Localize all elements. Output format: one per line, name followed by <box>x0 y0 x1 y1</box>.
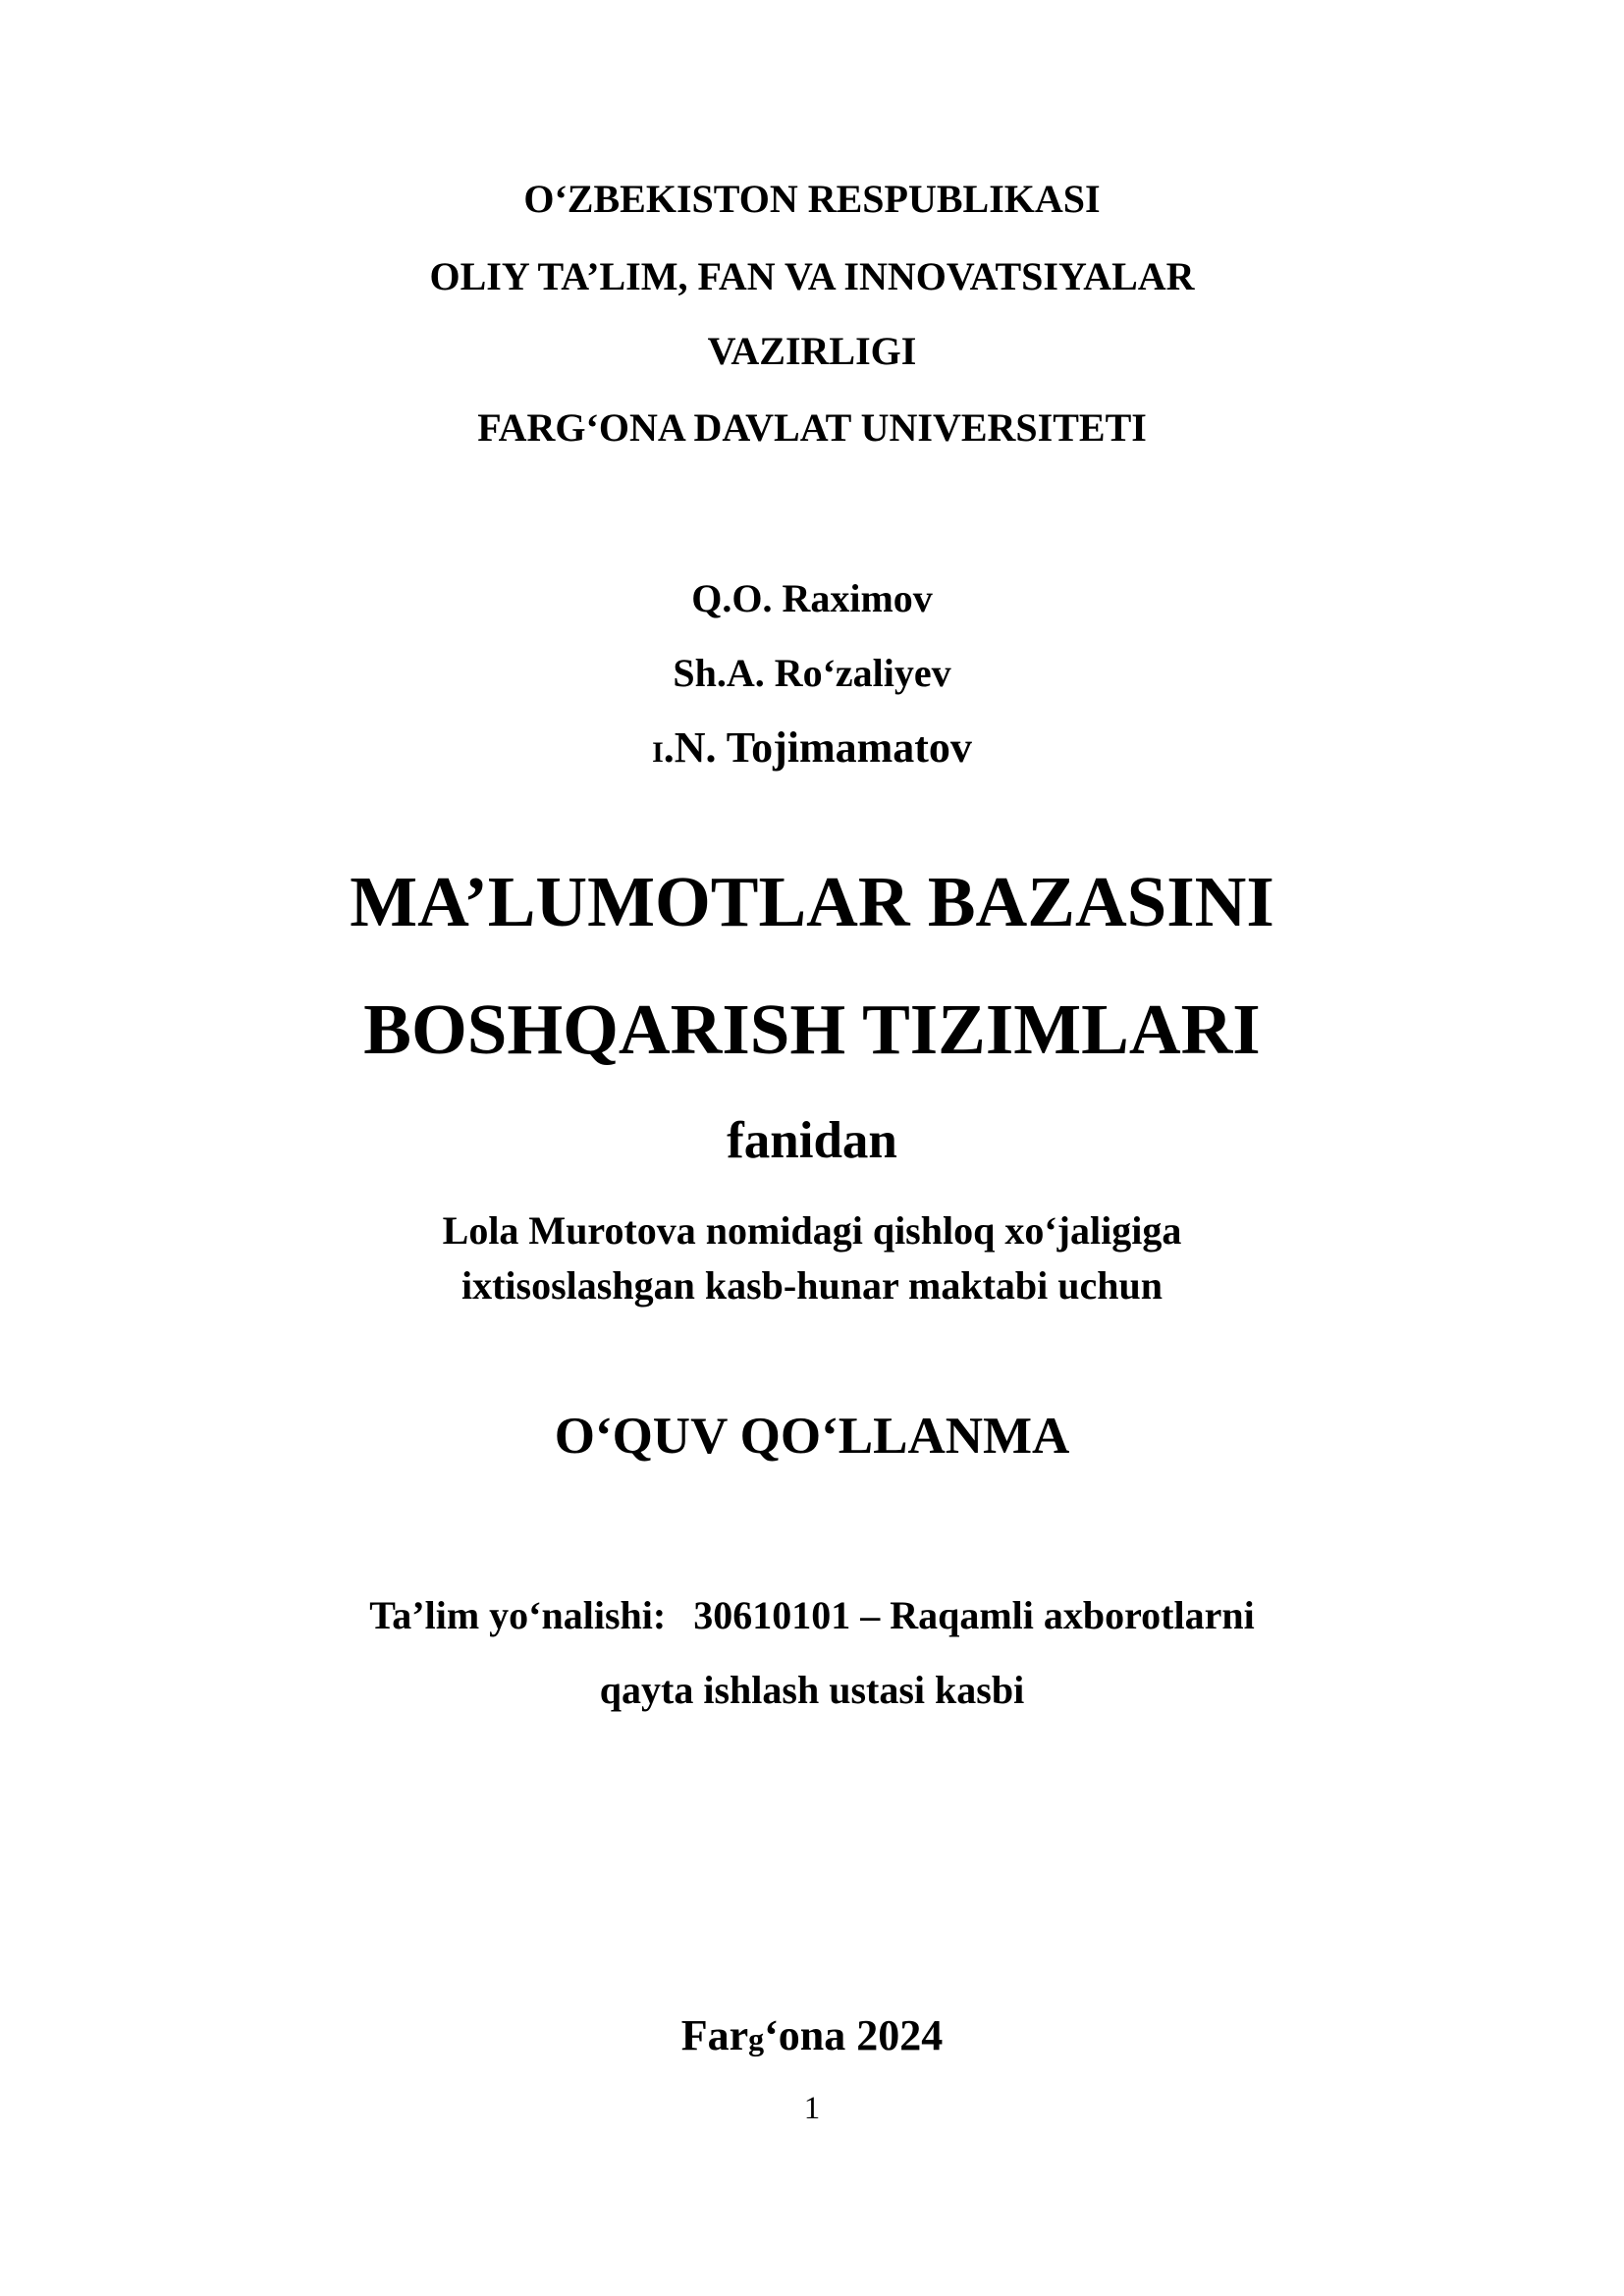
country-name: O‘ZBEKISTON RESPUBLIKASI <box>523 177 1101 221</box>
city-part2: g <box>748 2021 765 2056</box>
city-part1: Far <box>680 2011 749 2059</box>
ministry-name-line1: OLIY TA’LIM, FAN VA INNOVATSIYALAR <box>429 254 1195 298</box>
book-title-line1: MA’LUMOTLAR BAZASINI <box>350 862 1274 941</box>
university-name: FARG‘ONA DAVLAT UNIVERSITETI <box>477 405 1147 450</box>
ministry-name-line2: VAZIRLIGI <box>707 329 917 373</box>
author-3-initial: I <box>652 736 664 769</box>
author-3 <box>0 723 1624 772</box>
document-type: O‘QUV QO‘LLANMA <box>554 1408 1070 1465</box>
audience-line2: ixtisoslashgan kasb-hunar maktabi uchun <box>461 1263 1163 1308</box>
book-title-line2: BOSHQARISH TIZIMLARI <box>363 989 1261 1069</box>
audience-line1: Lola Murotova nomidagi qishloq xo‘jaligiga <box>442 1208 1182 1253</box>
study-direction-line1 <box>0 1593 1624 1637</box>
subject-suffix: fanidan <box>727 1112 897 1169</box>
author-2: Sh.A. Ro‘zaliyev <box>673 651 951 695</box>
author-1: Q.O. Raximov <box>691 576 933 620</box>
author-3-rest: .N. Tojimamatov <box>663 723 972 772</box>
city-part3: ‘ona 2024 <box>764 2011 944 2059</box>
city-year <box>0 2011 1624 2059</box>
page-number: 1 <box>803 2091 821 2126</box>
study-direction-value: 30610101 – Raqamli axborotlarni <box>693 1593 1255 1637</box>
study-direction-line2: qayta ishlash ustasi kasbi <box>599 1668 1025 1712</box>
study-direction-label: Ta’lim yo‘nalishi: <box>369 1593 667 1637</box>
